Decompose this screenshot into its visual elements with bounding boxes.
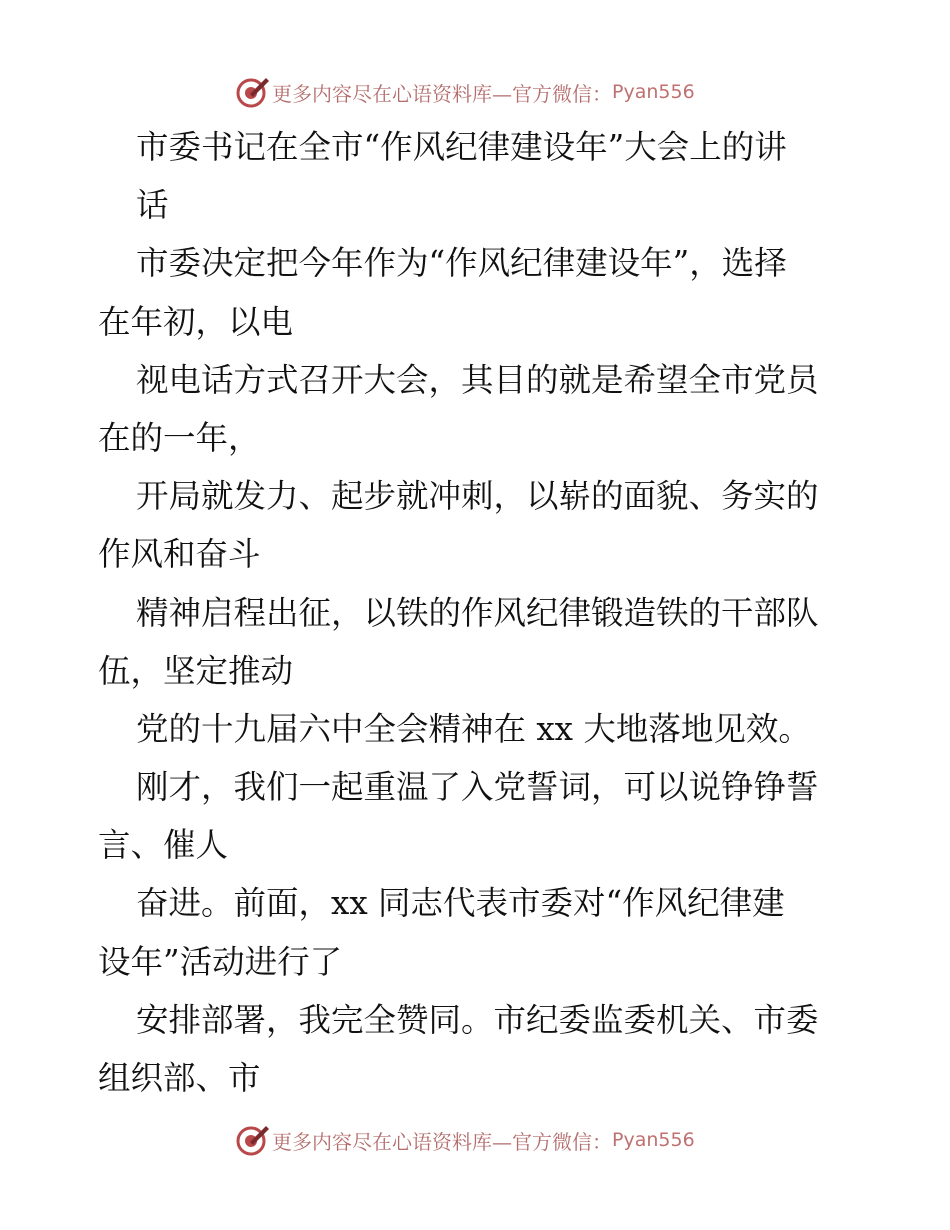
document-title-line: 话	[136, 186, 169, 225]
paragraph-line: 党的十九届六中全会精神在 xx 大地落地见效。	[136, 709, 811, 748]
paragraph-line: 组织部、市	[98, 1059, 261, 1097]
footer-banner	[0, 1120, 950, 1160]
header-banner-text: 更多内容尽在心语资料库—官方微信：	[272, 81, 612, 106]
pen-logo-icon	[236, 1123, 270, 1157]
document-title-line: 市委书记在全市“作风纪律建设年”大会上的讲	[136, 128, 787, 166]
paragraph-line: 安排部署，我完全赞同。市纪委监委机关、市委	[136, 1000, 819, 1039]
header-banner	[0, 72, 950, 112]
paragraph-line: 言、催人	[98, 826, 229, 865]
paragraph-line: 在的一年，	[98, 418, 261, 457]
paragraph-line: 伍，坚定推动	[98, 651, 294, 690]
footer-banner-text: 更多内容尽在心语资料库—官方微信：	[272, 1129, 612, 1154]
paragraph-line: 市委决定把今年作为“作风纪律建设年”，选择	[136, 244, 787, 283]
paragraph-line: 视电话方式召开大会，其目的就是希望全市党员	[136, 360, 819, 399]
footer-banner-id: Pyan556	[612, 1129, 695, 1151]
pen-logo-icon	[236, 75, 270, 109]
paragraph-line: 在年初，以电	[98, 302, 294, 341]
document-body	[98, 118, 858, 1107]
header-banner-id: Pyan556	[612, 81, 695, 103]
paragraph-line: 奋进。前面，xx 同志代表市委对“作风纪律建	[136, 884, 785, 923]
paragraph-line: 精神启程出征，以铁的作风纪律锻造铁的干部队	[136, 593, 819, 632]
paragraph-line: 开局就发力、起步就冲刺，以崭的面貌、务实的	[136, 477, 819, 516]
paragraph-line: 设年”活动进行了	[98, 942, 343, 981]
paragraph-line: 作风和奋斗	[98, 535, 261, 574]
paragraph-line: 刚才，我们一起重温了入党誓词，可以说铮铮誓	[136, 768, 819, 807]
